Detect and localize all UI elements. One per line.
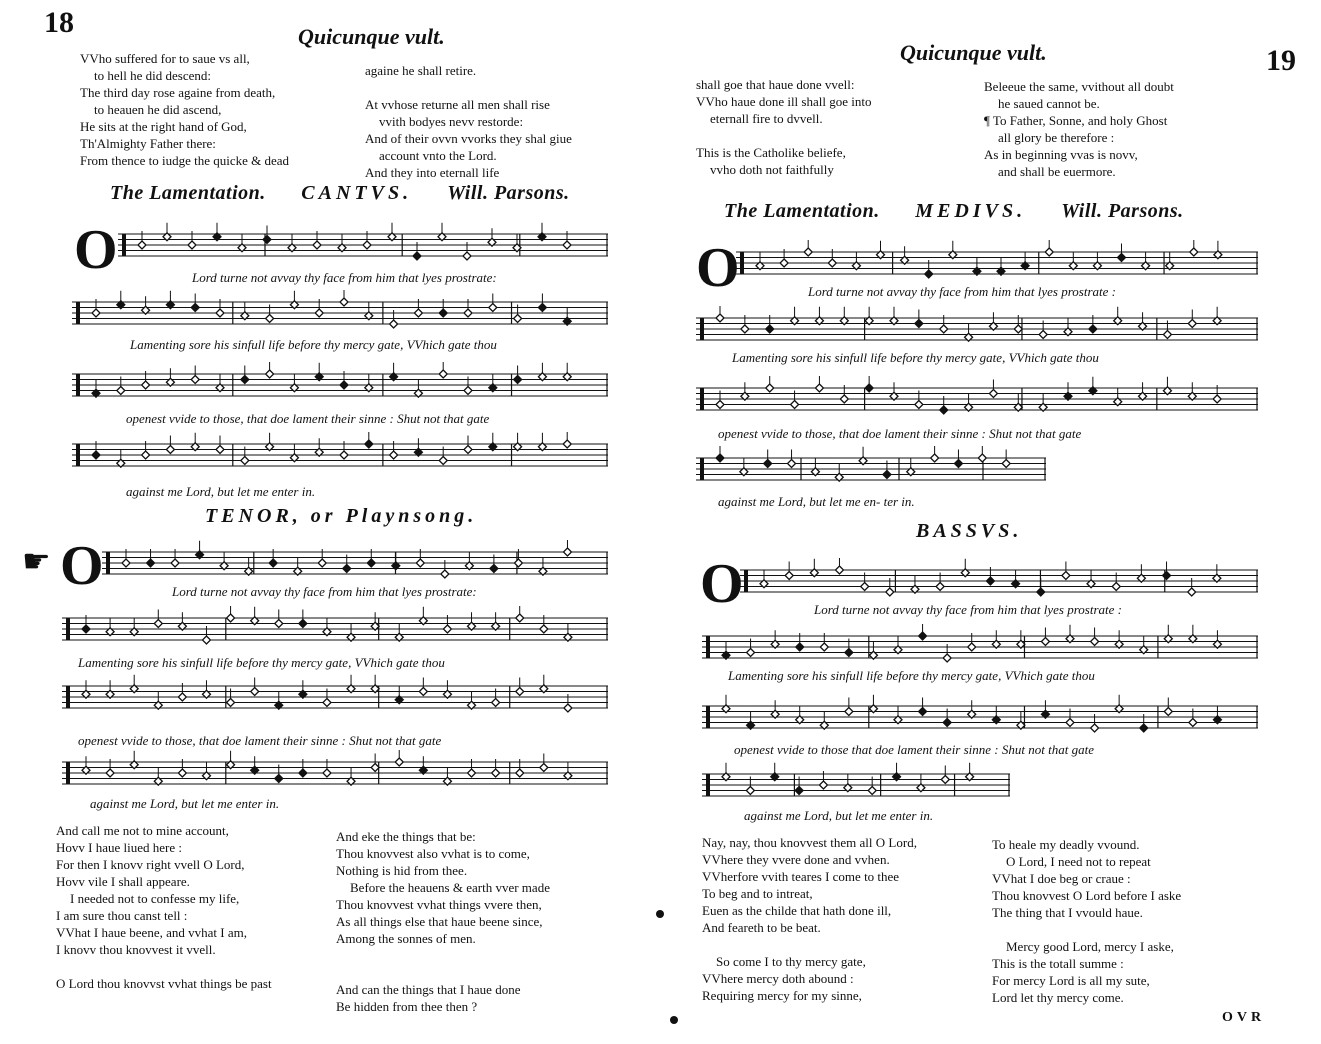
music-staff xyxy=(72,362,608,408)
verse-line: Euen as the childe that hath done ill, xyxy=(702,903,892,918)
verse-line xyxy=(702,936,917,953)
bassus-heading: BASSVS. xyxy=(916,520,1023,542)
pointing-hand-icon: ☛ xyxy=(22,543,51,579)
music-staff xyxy=(696,376,1258,422)
verse-line: Thou knovvest also vvhat is to come, xyxy=(336,846,530,861)
voice-label: CANTVS. xyxy=(301,182,413,204)
verse-line: And they into eternall life xyxy=(365,165,500,180)
verse-line: Nothing is hid from thee. xyxy=(336,863,468,878)
creed-column-2 xyxy=(365,62,572,181)
verse-line: I knovv thou knovvest it vvell. xyxy=(56,942,216,957)
music-staff xyxy=(696,446,1046,492)
verse-line: Thou knovvest vvhat things vvere then, xyxy=(336,897,542,912)
music-staff xyxy=(736,240,1258,286)
verse-line: he saued cannot be. xyxy=(998,96,1100,111)
piece-title: The Lamentation. xyxy=(110,182,266,204)
verse-line: To heale my deadly vvound. xyxy=(992,837,1140,852)
music-staff xyxy=(696,306,1258,352)
right-page xyxy=(662,0,1321,1044)
verse-line: Requiring mercy for my sinne, xyxy=(702,988,862,1003)
initial-letter: O xyxy=(74,219,118,281)
verse-line: Hovv vile I shall appeare. xyxy=(56,874,190,889)
verse-line: eternall fire to dvvell. xyxy=(710,111,823,126)
lyric-line: Lamenting sore his sinfull life before thy mercy gate, VVhich gate thou xyxy=(732,350,1099,365)
verse-line: At vvhose returne all men shall rise xyxy=(365,97,550,112)
verse-line: And of their ovvn vvorks they shal giue xyxy=(365,131,572,146)
lyric-line: against me Lord, but let me en- ter in. xyxy=(718,494,915,509)
music-staff xyxy=(62,606,608,652)
verse-line: VVherfore vvith teares I come to thee xyxy=(702,869,900,884)
lyric-line: against me Lord, but let me enter in. xyxy=(126,484,316,499)
verse-line: Beleeue the same, vvithout all doubt xyxy=(984,79,1174,94)
voice-label: MEDIVS. xyxy=(915,200,1027,222)
verse-line xyxy=(336,947,550,964)
verse-line: To beg and to intreat, xyxy=(702,886,813,901)
verse-line xyxy=(336,964,550,981)
verse-line: vvith bodyes nevv restorde: xyxy=(379,114,524,129)
verse-line: ¶ To Father, Sonne, and holy Ghost xyxy=(984,113,1168,128)
verse-line: For mercy Lord is all my sute, xyxy=(992,973,1150,988)
verse-line: VVho haue done ill shall goe into xyxy=(696,94,872,109)
verse-line xyxy=(365,79,572,96)
verse-line: So come I to thy mercy gate, xyxy=(716,954,866,969)
initial-letter: O xyxy=(700,553,744,615)
medius-heading xyxy=(724,200,1214,223)
verse-line: Mercy good Lord, mercy I aske, xyxy=(1006,939,1174,954)
verse-line: Thou knovvest O Lord before I aske xyxy=(992,888,1182,903)
verse-line: to heauen he did ascend, xyxy=(94,102,222,117)
page-number: 19 xyxy=(1266,44,1296,77)
verse-line: He sits at the right hand of God, xyxy=(80,119,247,134)
creed-column-1 xyxy=(80,50,289,169)
running-head: Quicunque vult. xyxy=(298,24,445,49)
verse-line: VVhere they vvere done and vvhen. xyxy=(702,852,890,867)
ink-dot xyxy=(670,1016,678,1024)
verse-line: As all things else that haue beene since, xyxy=(336,914,543,929)
lyric-line: against me Lord, but let me enter in. xyxy=(90,796,280,811)
verse-line: The thing that I vvould haue. xyxy=(992,905,1143,920)
verse-line: Before the heauens & earth vver made xyxy=(350,880,550,895)
verse-line: And call me not to mine account, xyxy=(56,823,229,838)
music-staff xyxy=(702,762,1010,808)
lyric-line: Lord turne not avvay thy face from him that lyes prostrate: xyxy=(192,270,497,285)
verse-line: The third day rose againe from death, xyxy=(80,85,276,100)
music-staff xyxy=(102,540,608,586)
music-staff xyxy=(118,222,608,268)
verse-line: Hovv I haue liued here : xyxy=(56,840,182,855)
verse-line: I needed not to confesse my life, xyxy=(70,891,240,906)
verse-line: O Lord, I need not to repeat xyxy=(1006,854,1151,869)
composer: Will. Parsons. xyxy=(1061,200,1184,222)
verse-line: to hell he did descend: xyxy=(94,68,211,83)
music-staff xyxy=(62,674,608,720)
music-staff xyxy=(72,290,608,336)
verse-line: all glory be therefore : xyxy=(998,130,1115,145)
lyric-line: Lord turne not avvay thy face from him that lyes prostrate : xyxy=(808,284,1116,299)
music-staff xyxy=(72,432,608,478)
verse-line: And eke the things that be: xyxy=(336,829,476,844)
music-staff xyxy=(702,694,1258,740)
lyric-line: openest vvide to those, that doe lament their sinne : Shut not that gate xyxy=(718,426,1082,441)
verse-line: O Lord thou knovvst vvhat things be past xyxy=(56,976,272,991)
verse-line: And feareth to be beat. xyxy=(702,920,821,935)
running-head: Quicunque vult. xyxy=(900,40,1047,65)
page-number: 18 xyxy=(44,6,74,39)
verse-line: From thence to iudge the quicke & dead xyxy=(80,153,290,168)
lyric-line: Lamenting sore his sinfull life before thy mercy gate, VVhich gate thou xyxy=(78,655,445,670)
lyric-line: Lord turne not avvay thy face from him that lyes prostrate: xyxy=(172,584,477,599)
lyric-line: openest vvide to those, that doe lament their sinne : Shut not that gate xyxy=(78,733,442,748)
verse-line: For then I knovv right vvell O Lord, xyxy=(56,857,245,872)
initial-letter: O xyxy=(696,237,740,299)
poem-column-2 xyxy=(336,828,550,1015)
creed-column-1 xyxy=(696,76,871,178)
lyric-line: openest vvide to those that doe lament their sinne : Shut not that gate xyxy=(734,742,1094,757)
verse-line: And can the things that I haue done xyxy=(336,982,521,997)
cantus-heading xyxy=(110,182,600,205)
verse-line: vvho doth not faithfully xyxy=(710,162,834,177)
initial-letter: O xyxy=(60,535,104,597)
verse-line: Lord let thy mercy come. xyxy=(992,990,1124,1005)
verse-line: Th'Almighty Father there: xyxy=(80,136,216,151)
piece-title: The Lamentation. xyxy=(724,200,880,222)
verse-line: and shall be euermore. xyxy=(998,164,1116,179)
verse-line: VVhere mercy doth abound : xyxy=(702,971,854,986)
poem-column-1 xyxy=(56,822,272,992)
verse-line xyxy=(696,127,871,144)
verse-line: VVhat I doe beg or craue : xyxy=(992,871,1131,886)
verse-line: Nay, nay, thou knovvest them all O Lord, xyxy=(702,835,917,850)
catchword: OVR xyxy=(1222,1010,1266,1025)
verse-line: I am sure thou canst tell : xyxy=(56,908,188,923)
lyric-line: against me Lord, but let me enter in. xyxy=(744,808,934,823)
verse-line xyxy=(992,921,1181,938)
music-staff xyxy=(740,558,1258,604)
verse-line: Be hidden from thee then ? xyxy=(336,999,478,1014)
verse-line: Among the sonnes of men. xyxy=(336,931,476,946)
verse-line: VVho suffered for to saue vs all, xyxy=(80,51,250,66)
lyric-line: Lamenting sore his sinfull life before thy mercy gate, VVhich gate thou xyxy=(728,668,1095,683)
verse-line: This is the totall summe : xyxy=(992,956,1124,971)
verse-line xyxy=(56,958,272,975)
verse-line: shall goe that haue done vvell: xyxy=(696,77,855,92)
creed-column-2 xyxy=(984,78,1174,180)
lyric-line: openest vvide to those, that doe lament their sinne : Shut not that gate xyxy=(126,411,490,426)
music-staff xyxy=(62,750,608,796)
left-page xyxy=(0,0,650,1044)
ink-dot xyxy=(656,910,664,918)
poem-column-1 xyxy=(702,834,917,1004)
verse-line: This is the Catholike beliefe, xyxy=(696,145,846,160)
lyric-line: Lamenting sore his sinfull life before thy mercy gate, VVhich gate thou xyxy=(130,337,497,352)
poem-column-2 xyxy=(992,836,1181,1006)
lyric-line: Lord turne not avvay thy face from him that lyes prostrate : xyxy=(814,602,1122,617)
verse-line: account vnto the Lord. xyxy=(379,148,497,163)
verse-line: againe he shall retire. xyxy=(365,63,477,78)
verse-line: VVhat I haue beene, and vvhat I am, xyxy=(56,925,247,940)
verse-line: As in beginning vvas is novv, xyxy=(984,147,1138,162)
composer: Will. Parsons. xyxy=(447,182,570,204)
tenor-heading: TENOR, or Playnsong. xyxy=(205,505,478,527)
music-staff xyxy=(702,624,1258,670)
